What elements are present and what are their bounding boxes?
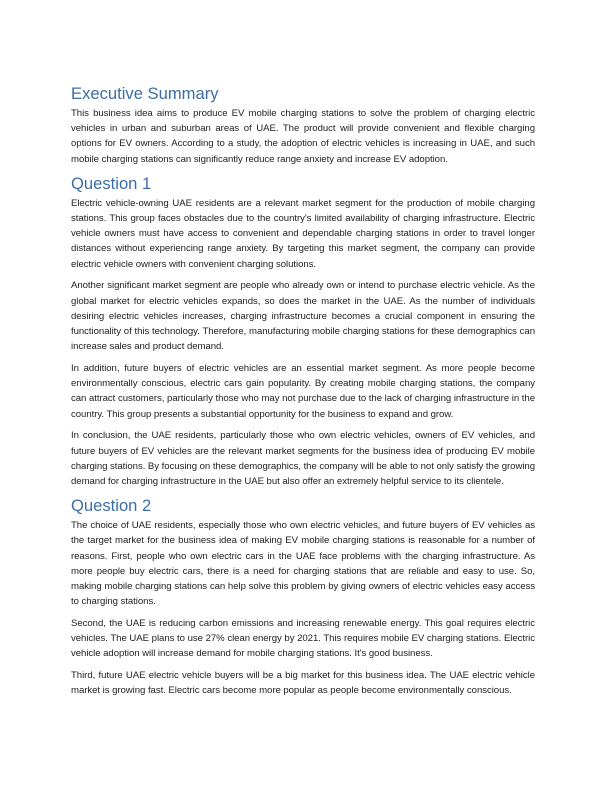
section-question-2 — [71, 496, 535, 698]
section-question-1 — [71, 174, 535, 489]
paragraph: In conclusion, the UAE residents, particularly those who own electric vehicles, owners of EV vehicles, and future buyers of EV vehicles are the relevant market segments for the business idea of producing EV mobile charging stations. By focusing on these demographics, the company will be able to not only satisfy the growing demand for charging infrastructure in the UAE but also offer an extremely helpful service to its clientele. — [71, 430, 535, 488]
document-page — [71, 84, 535, 706]
paragraph: Second, the UAE is reducing carbon emissions and increasing renewable energy. This goal requires electric vehicles. The UAE plans to use 27% clean energy by 2021. This requires mobile EV charging stations. Electric vehicle adoption will increase demand for mobile charging stations. It's good business. — [71, 618, 535, 660]
section-heading: Question 2 — [71, 496, 152, 516]
paragraph: Electric vehicle-owning UAE residents are a relevant market segment for the production of mobile charging stations. This group faces obstacles due to the country's limited availability of charging infrastructure. Electric vehicle owners must have access to convenient and dependable charging stations in order to travel longer distances without experiencing range anxiety. By targeting this market segment, the company can provide electric vehicle owners with convenient charging solutions. — [71, 197, 535, 270]
section-executive-summary — [71, 84, 535, 167]
paragraph: In addition, future buyers of electric vehicles are an essential market segment. As more people become environmentally conscious, electric cars gain popularity. By creating mobile charging stations, the company can attract customers, particularly those who may not purchase due to the lack of charging infrastructure in the country. This group presents a substantial opportunity for the business to expand and grow. — [71, 363, 535, 420]
paragraph: Third, future UAE electric vehicle buyers will be a big market for this business idea. The UAE electric vehicle market is growing fast. Electric cars become more popular as people become environmentally conscious. — [71, 670, 535, 697]
section-heading: Question 1 — [71, 173, 152, 193]
paragraph: The choice of UAE residents, especially those who own electric vehicles, and future buyers of EV vehicles as the target market for the business idea of making EV mobile charging stations is reasonable for a number of reasons. First, people who own electric cars in the UAE face problems with the charging infrastructure. As more people buy electric cars, there is a need for charging stations that are reliable and easy to use. So, making mobile charging stations can help solve this problem by giving owners of electric vehicles easy access to charging stations. — [71, 520, 535, 608]
paragraph: This business idea aims to produce EV mobile charging stations to solve the problem of charging electric vehicles in urban and suburban areas of UAE. The product will provide convenient and flexible charging options for EV owners. According to a study, the adoption of electric vehicles is increasing in UAE, and such mobile charging stations can significantly reduce range anxiety and increase EV adoption. — [71, 108, 535, 165]
paragraph: Another significant market segment are people who already own or intend to purchase electric vehicle. As the global market for electric vehicles expands, so does the market in the UAE. As the number of individuals desiring electric vehicles increases, charging infrastructure becomes a crucial component in ensuring the functionality of this technology. Therefore, manufacturing mobile charging stations for these demographics can increase sales and product demand. — [71, 280, 535, 353]
section-heading: Executive Summary — [71, 84, 219, 103]
